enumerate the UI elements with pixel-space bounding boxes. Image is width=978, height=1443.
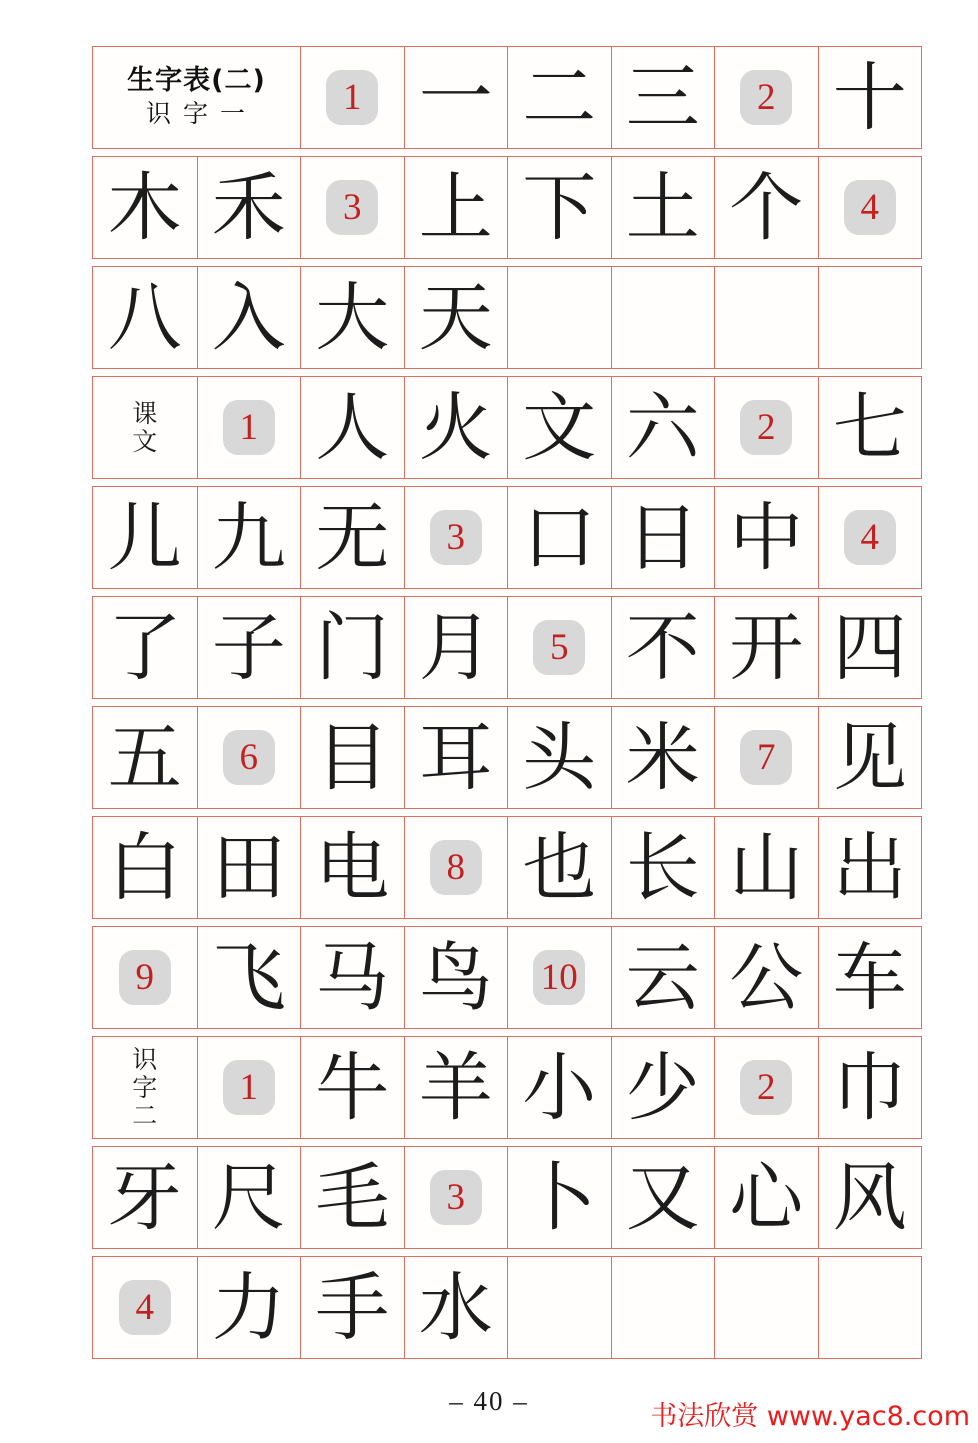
character-glyph: 毛 [315, 1154, 390, 1241]
lesson-number-badge: 3 [326, 180, 378, 235]
character-glyph: 儿 [107, 494, 182, 581]
character-glyph: 二 [522, 54, 597, 141]
grid-row [92, 816, 922, 919]
character-glyph: 也 [522, 824, 597, 911]
cell-character [300, 267, 404, 368]
character-glyph: 大 [315, 274, 390, 361]
character-glyph: 卜 [522, 1154, 597, 1241]
cell-lesson-number [714, 1037, 818, 1138]
lesson-number-badge: 9 [119, 950, 171, 1005]
cell-character [507, 157, 611, 258]
character-glyph: 心 [729, 1154, 804, 1241]
cell-character [507, 487, 611, 588]
section-label-char: 课 [132, 398, 158, 428]
cell-character [507, 377, 611, 478]
cell-character [404, 707, 508, 808]
lesson-number-badge: 5 [533, 620, 585, 675]
cell-character [714, 487, 818, 588]
character-glyph: 中 [729, 494, 804, 581]
cell-character [197, 1147, 301, 1248]
cell-character [714, 817, 818, 918]
cell-character [611, 817, 715, 918]
character-glyph: 九 [211, 494, 286, 581]
section-label-char: 字 [132, 1072, 158, 1102]
grid-row [92, 46, 922, 149]
cell-character [300, 1257, 404, 1358]
character-glyph: 风 [832, 1154, 907, 1241]
cell-character [404, 1257, 508, 1358]
cell-character [300, 1037, 404, 1138]
cell-lesson-number [93, 927, 197, 1028]
cell-character [714, 597, 818, 698]
character-glyph: 手 [315, 1264, 390, 1351]
cell-character [611, 1147, 715, 1248]
cell-character [300, 817, 404, 918]
cell-character [714, 927, 818, 1028]
cell-lesson-number [507, 927, 611, 1028]
cell-character [197, 817, 301, 918]
section-label-char: 文 [132, 426, 158, 456]
cell-character [714, 1147, 818, 1248]
cell-lesson-number [197, 707, 301, 808]
cell-character [611, 377, 715, 478]
cell-character [93, 707, 197, 808]
cell-character [300, 597, 404, 698]
character-glyph: 日 [625, 494, 700, 581]
cell-lesson-number [714, 377, 818, 478]
character-glyph: 牙 [107, 1154, 182, 1241]
character-glyph: 五 [107, 714, 182, 801]
cell-character [611, 47, 715, 148]
character-glyph: 白 [107, 824, 182, 911]
watermark-text: 书法欣赏 www.yac8.com [650, 1401, 970, 1432]
character-glyph: 文 [522, 384, 597, 471]
cell-lesson-number [818, 487, 922, 588]
lesson-number-badge: 8 [430, 840, 482, 895]
table-title-cell [93, 47, 300, 148]
cell-character [507, 1037, 611, 1138]
page-number: – 40 – [449, 1386, 529, 1416]
cell-lesson-number [93, 1257, 197, 1358]
lesson-number-badge: 3 [430, 510, 482, 565]
character-glyph: 八 [107, 274, 182, 361]
character-glyph: 田 [211, 824, 286, 911]
grid-row [92, 926, 922, 1029]
character-glyph: 鸟 [418, 934, 493, 1021]
grid-row [92, 156, 922, 259]
lesson-number-badge: 10 [533, 950, 585, 1005]
lesson-number-badge: 1 [223, 400, 275, 455]
cell-empty [507, 267, 611, 368]
character-glyph: 又 [625, 1154, 700, 1241]
grid-row [92, 1146, 922, 1249]
cell-character [93, 487, 197, 588]
character-glyph: 力 [211, 1264, 286, 1351]
lesson-number-badge: 2 [740, 70, 792, 125]
cell-character [507, 707, 611, 808]
character-glyph: 羊 [418, 1044, 493, 1131]
character-glyph: 马 [315, 934, 390, 1021]
cell-character [93, 597, 197, 698]
character-glyph: 飞 [211, 934, 286, 1021]
character-glyph: 长 [625, 824, 700, 911]
cell-character [197, 1257, 301, 1358]
lesson-number-badge: 3 [430, 1170, 482, 1225]
cell-empty [611, 1257, 715, 1358]
cell-character [818, 377, 922, 478]
table-subtitle: 识 字 一 [146, 99, 247, 129]
cell-character [818, 927, 922, 1028]
lesson-number-badge: 2 [740, 1060, 792, 1115]
cell-character [93, 157, 197, 258]
cell-empty [714, 267, 818, 368]
character-glyph: 云 [625, 934, 700, 1021]
cell-empty [818, 1257, 922, 1358]
lesson-number-badge: 4 [844, 180, 896, 235]
cell-character [507, 1147, 611, 1248]
cell-character [818, 707, 922, 808]
character-glyph: 下 [522, 164, 597, 251]
cell-lesson-number [300, 47, 404, 148]
cell-character [611, 707, 715, 808]
section-label-char: 二 [132, 1100, 158, 1130]
character-glyph: 个 [729, 164, 804, 251]
cell-character [197, 487, 301, 588]
cell-lesson-number [714, 47, 818, 148]
character-glyph: 巾 [832, 1044, 907, 1131]
cell-character [93, 1147, 197, 1248]
cell-lesson-number [714, 707, 818, 808]
grid-row [92, 486, 922, 589]
character-glyph: 入 [211, 274, 286, 361]
cell-character [404, 597, 508, 698]
cell-character [818, 817, 922, 918]
cell-lesson-number [404, 487, 508, 588]
lesson-number-badge: 1 [223, 1060, 275, 1115]
cell-empty [714, 1257, 818, 1358]
cell-character [93, 817, 197, 918]
cell-character [404, 267, 508, 368]
cell-character [300, 487, 404, 588]
character-glyph: 目 [315, 714, 390, 801]
table-title: 生字表(二) [127, 65, 266, 97]
section-label-char: 识 [132, 1044, 158, 1074]
lesson-number-badge: 7 [740, 730, 792, 785]
grid-row [92, 266, 922, 369]
character-glyph: 天 [418, 274, 493, 361]
character-glyph: 土 [625, 164, 700, 251]
cell-character [611, 487, 715, 588]
cell-lesson-number [197, 1037, 301, 1138]
cell-lesson-number [404, 817, 508, 918]
character-glyph: 水 [418, 1264, 493, 1351]
lesson-number-badge: 6 [223, 730, 275, 785]
cell-character [611, 927, 715, 1028]
cell-lesson-number [404, 1147, 508, 1248]
cell-character [818, 47, 922, 148]
cell-empty [818, 267, 922, 368]
character-glyph: 小 [522, 1044, 597, 1131]
cell-character [197, 927, 301, 1028]
character-glyph: 四 [832, 604, 907, 691]
character-glyph: 月 [418, 604, 493, 691]
cell-empty [611, 267, 715, 368]
character-glyph: 上 [418, 164, 493, 251]
character-glyph: 人 [315, 384, 390, 471]
cell-character [300, 707, 404, 808]
grid-row [92, 1036, 922, 1139]
character-glyph: 出 [832, 824, 907, 911]
character-glyph: 六 [625, 384, 700, 471]
cell-empty [507, 1257, 611, 1358]
lesson-number-badge: 4 [844, 510, 896, 565]
character-glyph: 十 [832, 54, 907, 141]
grid-row [92, 596, 922, 699]
character-glyph: 火 [418, 384, 493, 471]
cell-character [197, 267, 301, 368]
cell-lesson-number [197, 377, 301, 478]
cell-character [714, 157, 818, 258]
cell-character [818, 597, 922, 698]
character-grid [92, 46, 922, 1366]
cell-character [507, 47, 611, 148]
character-glyph: 三 [625, 54, 700, 141]
cell-character [611, 157, 715, 258]
lesson-number-badge: 1 [326, 70, 378, 125]
cell-character [404, 1037, 508, 1138]
cell-lesson-number [818, 157, 922, 258]
character-glyph: 电 [315, 824, 390, 911]
lesson-number-badge: 4 [119, 1280, 171, 1335]
character-glyph: 木 [107, 164, 182, 251]
character-glyph: 一 [418, 54, 493, 141]
character-glyph: 见 [832, 714, 907, 801]
character-glyph: 七 [832, 384, 907, 471]
cell-character [611, 1037, 715, 1138]
cell-lesson-number [300, 157, 404, 258]
cell-character [300, 927, 404, 1028]
character-glyph: 了 [107, 604, 182, 691]
cell-section-label [93, 1037, 197, 1138]
cell-character [197, 157, 301, 258]
character-glyph: 禾 [211, 164, 286, 251]
cell-lesson-number [507, 597, 611, 698]
cell-character [300, 377, 404, 478]
character-glyph: 耳 [418, 714, 493, 801]
character-glyph: 不 [625, 604, 700, 691]
cell-character [404, 47, 508, 148]
cell-character [197, 597, 301, 698]
character-glyph: 尺 [211, 1154, 286, 1241]
character-glyph: 头 [522, 714, 597, 801]
character-glyph: 米 [625, 714, 700, 801]
grid-row [92, 376, 922, 479]
cell-section-label [93, 377, 197, 478]
character-glyph: 门 [315, 604, 390, 691]
grid-row [92, 1256, 922, 1359]
character-glyph: 山 [729, 824, 804, 911]
cell-character [611, 597, 715, 698]
character-glyph: 公 [729, 934, 804, 1021]
character-glyph: 无 [315, 494, 390, 581]
cell-character [93, 267, 197, 368]
cell-character [300, 1147, 404, 1248]
character-glyph: 子 [211, 604, 286, 691]
cell-character [404, 157, 508, 258]
cell-character [404, 377, 508, 478]
cell-character [818, 1147, 922, 1248]
character-glyph: 少 [625, 1044, 700, 1131]
cell-character [818, 1037, 922, 1138]
lesson-number-badge: 2 [740, 400, 792, 455]
cell-character [507, 817, 611, 918]
character-glyph: 车 [832, 934, 907, 1021]
grid-row [92, 706, 922, 809]
character-glyph: 口 [522, 494, 597, 581]
cell-character [404, 927, 508, 1028]
character-glyph: 开 [729, 604, 804, 691]
character-glyph: 牛 [315, 1044, 390, 1131]
